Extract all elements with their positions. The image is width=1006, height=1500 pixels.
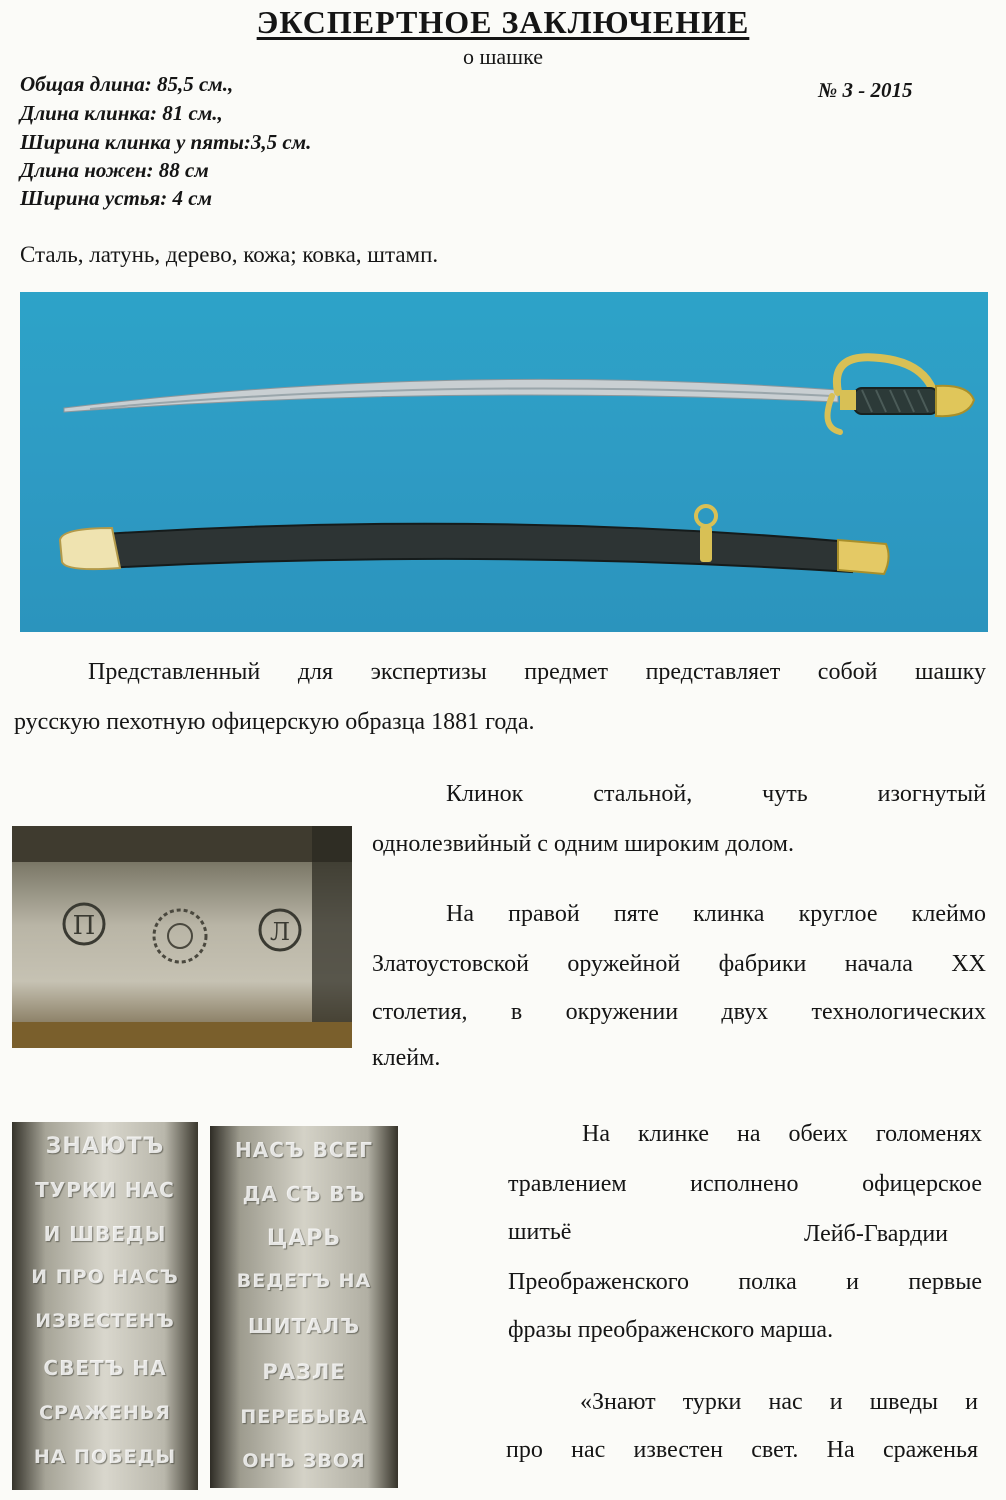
spec-total-length: Общая длина: 85,5 см., xyxy=(20,72,234,96)
left-mark-letter: П xyxy=(72,911,96,941)
blade xyxy=(64,379,838,412)
etching-right-line: НАСЪ ВСЕГ xyxy=(235,1138,373,1162)
guard-knuckle-bow xyxy=(837,357,932,392)
spec-blade-width: Ширина клинка у пяты:3,5 см. xyxy=(20,130,312,154)
quote-line-2: про нас известен свет. На сраженья xyxy=(506,1437,978,1463)
intro-line-1: Представленный для экспертизы предмет представляет собой шашку xyxy=(88,659,986,685)
blade-etching-photo-left xyxy=(12,1122,198,1490)
etching-left-line: ТУРКИ НАС xyxy=(35,1178,175,1202)
right-mark-letter: Л xyxy=(269,918,291,946)
etching-left-line: ЗНАЮТЪ xyxy=(45,1134,165,1159)
etching-line-5: фразы преображенского марша. xyxy=(508,1317,834,1343)
materials-line: Сталь, латунь, дерево, кожа; ковка, штамп. xyxy=(20,242,439,267)
mark-photo-brass xyxy=(12,1022,352,1048)
makers-mark-photo xyxy=(12,826,352,1048)
spec-throat-width: Ширина устья: 4 см xyxy=(20,186,213,210)
ferrule xyxy=(840,390,856,410)
pommel xyxy=(936,386,974,416)
factory-mark xyxy=(154,910,206,962)
etching-line-3a: шитьё xyxy=(508,1219,572,1245)
mark-line-2: Златоустовской оружейной фабрики начала XX xyxy=(372,951,986,977)
mark-line-3: столетия, в окружении двух технологических xyxy=(372,999,986,1025)
etching-right-line: ВЕДЕТЪ НА xyxy=(236,1270,372,1292)
scabbard-band xyxy=(700,526,712,562)
intro-line-2: русскую пехотную офицерскую образца 1881 года. xyxy=(14,709,535,735)
etching-left-line: И ШВЕДЫ xyxy=(43,1222,167,1246)
mark-line-1: На правой пяте клинка круглое клеймо xyxy=(446,901,986,927)
etching-right-line: ДА СЪ ВЪ xyxy=(242,1182,366,1206)
blade-line-1: Клинок стальной, чуть изогнутый xyxy=(446,781,986,807)
saber-photo xyxy=(20,292,988,632)
scabbard-chape xyxy=(60,528,120,569)
quote-line-1: «Знают турки нас и шведы и xyxy=(580,1389,978,1415)
etching-left-line: СРАЖЕНЬЯ xyxy=(39,1402,171,1424)
etching-left-line: ИЗВЕСТЕНЪ xyxy=(35,1310,175,1332)
etching-left-line: И ПРО НАСЪ xyxy=(31,1266,179,1288)
etching-right-line: ЦАРЬ xyxy=(266,1226,342,1251)
blade-line-2: однолезвийный с одним широким долом. xyxy=(372,831,794,857)
blade-etching-photo-right xyxy=(210,1126,398,1488)
mark-line-4: клейм. xyxy=(372,1045,441,1071)
etching-line-1: На клинке на обеих голоменях xyxy=(582,1121,982,1147)
spec-blade-length: Длина клинка: 81 см., xyxy=(20,101,223,125)
etching-left-line: НА ПОБЕДЫ xyxy=(33,1446,177,1468)
document-subtitle: о шашке xyxy=(462,44,544,69)
etching-right-line: ШИТАЛЪ xyxy=(248,1314,360,1338)
scabbard-ring xyxy=(696,506,716,526)
factory-mark-center xyxy=(168,924,192,948)
mark-photo-shadow xyxy=(12,826,352,862)
mark-photo-edge xyxy=(312,826,352,1048)
scabbard-throat xyxy=(838,540,889,574)
etching-line-2: травлением исполнено офицерское xyxy=(508,1171,982,1197)
document-title: ЭКСПЕРТНОЕ ЗАКЛЮЧЕНИЕ xyxy=(256,4,750,40)
etching-right-line: РАЗЛЕ xyxy=(262,1360,346,1384)
saber-illustration xyxy=(20,292,988,632)
etching-line-4: Преображенского полка и первые xyxy=(508,1269,982,1295)
etching-left-line: СВЕТЪ НА xyxy=(43,1356,167,1380)
makers-mark-illustration xyxy=(12,826,352,1048)
scabbard xyxy=(104,524,852,572)
etching-line-3b: Лейб-Гвардии xyxy=(804,1221,949,1247)
etching-right-line: ОНЪ ЗВОЯ xyxy=(242,1450,366,1472)
etching-right-line: ПЕРЕБЫВА xyxy=(240,1406,368,1428)
spec-scabbard-length: Длина ножен: 88 см xyxy=(20,158,209,182)
document-number: № 3 - 2015 xyxy=(818,78,913,102)
